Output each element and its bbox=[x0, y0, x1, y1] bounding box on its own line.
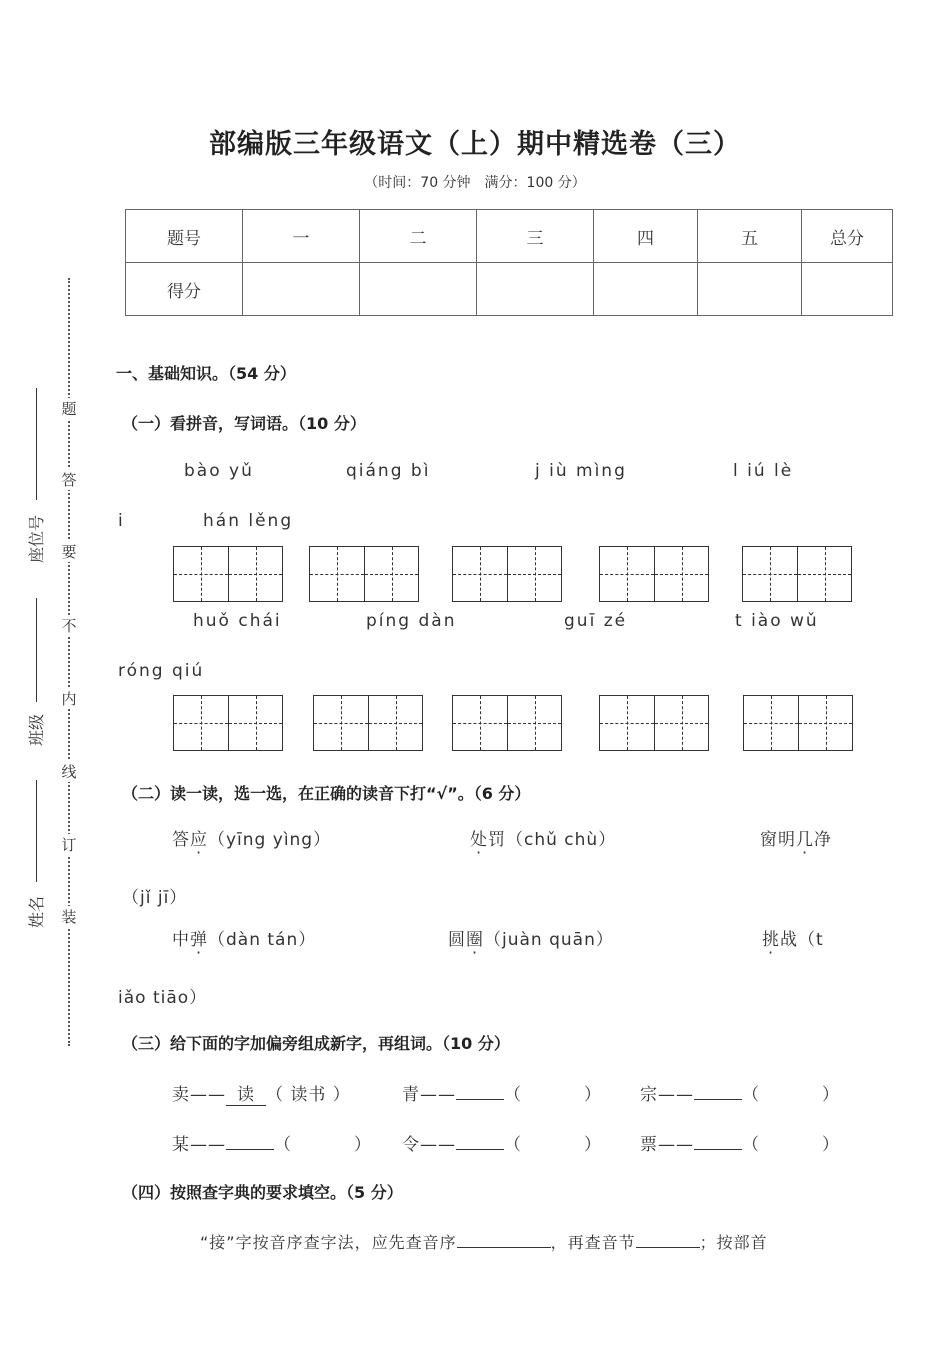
writing-grid[interactable] bbox=[742, 546, 852, 602]
dotted-char: 处 bbox=[470, 830, 488, 850]
answer-blank[interactable] bbox=[456, 1099, 504, 1100]
base-char: 某 bbox=[172, 1135, 190, 1155]
pinyin-options[interactable]: （chǔ chù） bbox=[506, 830, 617, 850]
new-char: 读 bbox=[226, 1080, 266, 1106]
base-char: 卖 bbox=[172, 1085, 190, 1105]
dotted-char: 弹 bbox=[190, 930, 208, 950]
writing-grid[interactable] bbox=[313, 695, 423, 751]
pinyin: hán lěng bbox=[203, 511, 294, 531]
pinyin: píng dàn bbox=[366, 611, 457, 631]
answer-blank[interactable] bbox=[456, 1149, 504, 1150]
pinyin-options[interactable]: （t bbox=[798, 930, 824, 950]
base-char: 票 bbox=[640, 1135, 658, 1155]
radical-example: 卖—— 读 （ 读书 ） bbox=[172, 1080, 351, 1106]
seat-number-line[interactable] bbox=[36, 388, 37, 500]
base-char: 令 bbox=[402, 1135, 420, 1155]
pinyin-options[interactable]: （jǐ jī） bbox=[122, 888, 188, 908]
part3-heading: （三）给下面的字加偏旁组成新字，再组词。（10 分） bbox=[122, 1034, 510, 1053]
binding-char: 不 bbox=[59, 615, 79, 636]
answer-blank[interactable] bbox=[457, 1247, 551, 1248]
base-char: 宗 bbox=[640, 1085, 658, 1105]
dash: —— bbox=[190, 1085, 226, 1105]
example-word: 读书 bbox=[290, 1085, 327, 1105]
score-cell[interactable] bbox=[360, 263, 477, 316]
binding-char: 答 bbox=[59, 469, 79, 490]
writing-grid[interactable] bbox=[173, 546, 283, 602]
binding-char: 题 bbox=[59, 398, 79, 419]
score-header-cell: 五 bbox=[698, 210, 802, 263]
answer-blank[interactable] bbox=[694, 1099, 742, 1100]
pinyin: l iú lè bbox=[733, 461, 794, 481]
pinyin: i bbox=[118, 511, 125, 531]
pinyin: j iù mìng bbox=[535, 461, 627, 481]
score-header-cell: 一 bbox=[243, 210, 360, 263]
pinyin-options[interactable]: （dàn tán） bbox=[208, 930, 317, 950]
radical-item: 宗—— （ ） bbox=[640, 1085, 840, 1105]
writing-grid[interactable] bbox=[743, 695, 853, 751]
choice-item: 中弹（dàn tán） bbox=[172, 930, 317, 950]
pinyin: qiáng bì bbox=[346, 461, 431, 481]
pinyin: guī zé bbox=[564, 611, 628, 631]
binding-char: 装 bbox=[59, 906, 79, 927]
score-header-cell: 总分 bbox=[802, 210, 893, 263]
score-cell[interactable] bbox=[594, 263, 698, 316]
binding-char: 要 bbox=[59, 541, 79, 562]
pinyin: t iào wǔ bbox=[735, 611, 819, 631]
question-text: ；按部首 bbox=[699, 1233, 768, 1252]
pinyin-options[interactable]: （yīng yìng） bbox=[208, 830, 332, 850]
pinyin-options[interactable]: iǎo tiāo） bbox=[118, 988, 208, 1008]
radical-item: 票—— （ ） bbox=[640, 1135, 840, 1155]
pinyin: róng qiú bbox=[118, 661, 205, 681]
answer-blank[interactable] bbox=[226, 1149, 274, 1150]
score-cell[interactable] bbox=[802, 263, 893, 316]
writing-grid[interactable] bbox=[599, 546, 709, 602]
seat-number-label: 座位号 bbox=[27, 514, 46, 563]
binding-char: 内 bbox=[59, 688, 79, 709]
pinyin: bào yǔ bbox=[184, 461, 254, 481]
question-text: “接”字按音序查字法，应先查音序 bbox=[200, 1233, 457, 1252]
choice-item: 圆圈（juàn quān） bbox=[448, 930, 614, 950]
score-table-score-row bbox=[126, 263, 893, 316]
binding-char: 订 bbox=[59, 834, 79, 855]
dotted-char: 挑 bbox=[762, 930, 780, 950]
base-char: 青 bbox=[402, 1085, 420, 1105]
name-line[interactable] bbox=[36, 780, 37, 882]
score-header-cell: 二 bbox=[360, 210, 477, 263]
score-cell[interactable] bbox=[477, 263, 594, 316]
part4-heading: （四）按照查字典的要求填空。（5 分） bbox=[122, 1183, 403, 1202]
score-row-label: 得分 bbox=[126, 263, 243, 316]
answer-blank[interactable] bbox=[694, 1149, 742, 1150]
binding-char: 线 bbox=[59, 761, 79, 782]
dictionary-question bbox=[200, 1230, 768, 1253]
score-cell[interactable] bbox=[698, 263, 802, 316]
choice-item: 处罚（chǔ chù） bbox=[470, 830, 617, 850]
writing-grid[interactable] bbox=[173, 695, 283, 751]
radical-item: 令—— （ ） bbox=[402, 1135, 602, 1155]
binding-dotted-line bbox=[68, 278, 70, 1046]
answer-blank[interactable] bbox=[636, 1247, 700, 1248]
writing-grid[interactable] bbox=[599, 695, 709, 751]
name-label: 姓名 bbox=[27, 895, 46, 928]
dotted-char: 应 bbox=[190, 830, 208, 850]
score-table-header-row bbox=[126, 210, 893, 263]
section-heading: 一、基础知识。（54 分） bbox=[116, 364, 296, 383]
writing-grid[interactable] bbox=[309, 546, 419, 602]
page-title: 部编版三年级语文（上）期中精选卷（三） bbox=[209, 129, 741, 160]
writing-grid[interactable] bbox=[452, 695, 562, 751]
pinyin-options[interactable]: （juàn quān） bbox=[484, 930, 614, 950]
writing-grid[interactable] bbox=[452, 546, 562, 602]
radical-item: 某—— （ ） bbox=[172, 1135, 372, 1155]
class-label: 班级 bbox=[27, 713, 46, 746]
score-header-cell: 三 bbox=[477, 210, 594, 263]
choice-item: 窗明几净 bbox=[760, 830, 832, 850]
dotted-char: 几 bbox=[796, 830, 814, 850]
exam-info: （时间：70 分钟 满分：100 分） bbox=[364, 175, 586, 191]
pinyin: huǒ chái bbox=[193, 611, 282, 631]
choice-item: 答应（yīng yìng） bbox=[172, 830, 332, 850]
dotted-char: 圈 bbox=[466, 930, 484, 950]
part1-heading: （一）看拼音，写词语。（10 分） bbox=[122, 414, 366, 433]
score-header-cell: 四 bbox=[594, 210, 698, 263]
score-header-cell: 题号 bbox=[126, 210, 243, 263]
choice-item: 挑战（t bbox=[762, 930, 824, 950]
part2-heading: （二）读一读，选一选，在正确的读音下打“√”。（6 分） bbox=[122, 784, 531, 803]
question-text: ，再查音节 bbox=[550, 1233, 636, 1252]
score-table bbox=[125, 209, 893, 316]
score-cell[interactable] bbox=[243, 263, 360, 316]
radical-item: 青—— （ ） bbox=[402, 1085, 602, 1105]
class-line[interactable] bbox=[36, 598, 37, 702]
